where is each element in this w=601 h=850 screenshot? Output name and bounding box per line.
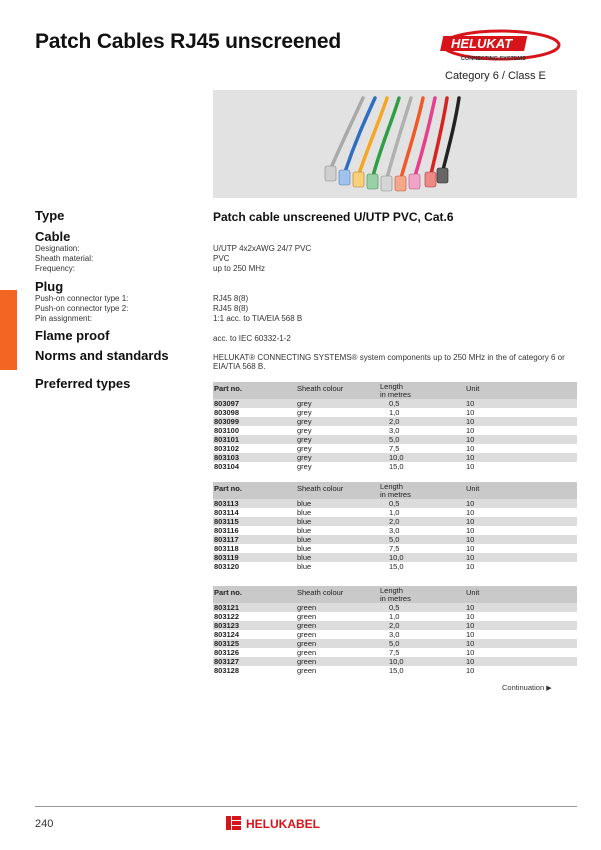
footer-divider [35, 806, 577, 807]
type-value: Patch cable unscreened U/UTP PVC, Cat.6 [213, 210, 454, 224]
table-body [213, 603, 577, 675]
sheath-colour: grey [297, 435, 312, 444]
table-row [213, 544, 577, 553]
table-row [213, 648, 577, 657]
table-row [213, 612, 577, 621]
sheath-colour: green [297, 630, 317, 639]
table-row [213, 666, 577, 675]
unit: 10 [466, 553, 475, 562]
length: 10,0 [389, 453, 404, 462]
part-number: 803125 [214, 639, 240, 648]
table-row [213, 408, 577, 417]
pin-assignment-label: Pin assignment: [35, 314, 92, 323]
unit: 10 [466, 399, 475, 408]
length: 15,0 [389, 666, 404, 675]
table-row [213, 426, 577, 435]
part-number: 803100 [214, 426, 240, 435]
sheath-colour: green [297, 666, 317, 675]
sheath-colour: green [297, 621, 317, 630]
length: 7,5 [389, 544, 400, 553]
part-number: 803119 [214, 553, 239, 562]
length: 5,0 [389, 535, 400, 544]
part-number: 803103 [214, 453, 240, 462]
svg-text:HELUKAT: HELUKAT [451, 36, 513, 51]
section-marker [0, 290, 17, 370]
length: 7,5 [389, 444, 400, 453]
category-label: Category 6 / Class E [445, 70, 546, 82]
part-number: 803098 [214, 408, 240, 417]
unit: 10 [466, 435, 475, 444]
page-title: Patch Cables RJ45 unscreened [35, 30, 342, 53]
table-row [213, 499, 577, 508]
part-number: 803121 [214, 603, 240, 612]
sheath-colour: blue [297, 499, 312, 508]
table-row [213, 517, 577, 526]
preferred-table-green [213, 586, 577, 675]
designation-label: Designation: [35, 244, 80, 253]
unit: 10 [466, 657, 475, 666]
arrow-right-icon: ▶ [546, 685, 552, 692]
frequency-label: Frequency: [35, 264, 76, 273]
svg-text:CONNECTING SYSTEMS: CONNECTING SYSTEMS [461, 56, 526, 62]
helukat-logo [437, 28, 561, 68]
length: 15,0 [389, 462, 404, 471]
product-photo [213, 90, 577, 198]
col-part-no: Part no. [214, 588, 242, 597]
table-row [213, 444, 577, 453]
sheath-colour: blue [297, 544, 312, 553]
table-header [213, 482, 577, 499]
length: 2,0 [389, 621, 400, 630]
pin-assignment-value: 1:1 acc. to TIA/EIA 568 B [213, 314, 303, 323]
designation-value: U/UTP 4x2xAWG 24/7 PVC [213, 244, 312, 253]
sheath-colour: blue [297, 508, 312, 517]
connector1-label: Push-on connector type 1: [35, 294, 129, 303]
length: 1,0 [389, 508, 400, 517]
col-length: Length [380, 382, 403, 391]
part-number: 803114 [214, 508, 239, 517]
unit: 10 [466, 535, 475, 544]
unit: 10 [466, 648, 475, 657]
col-length: Length [380, 482, 403, 491]
norms-heading: Norms and standards [35, 348, 169, 363]
plug-heading: Plug [35, 279, 64, 294]
col-unit: Unit [466, 384, 480, 393]
col-length-unit: in metres [380, 490, 411, 499]
col-sheath-colour: Sheath colour [297, 484, 344, 493]
table-row [213, 399, 577, 408]
sheath-colour: grey [297, 444, 312, 453]
part-number: 803120 [214, 562, 240, 571]
length: 3,0 [389, 426, 400, 435]
length: 7,5 [389, 648, 400, 657]
cable-heading: Cable [35, 229, 71, 244]
length: 5,0 [389, 435, 400, 444]
length: 10,0 [389, 553, 404, 562]
unit: 10 [466, 499, 475, 508]
table-row [213, 417, 577, 426]
table-body [213, 499, 577, 571]
part-number: 803113 [214, 499, 239, 508]
col-length-unit: in metres [380, 390, 411, 399]
continuation-label: Continuation [502, 683, 545, 692]
length: 15,0 [389, 562, 404, 571]
part-number: 803097 [214, 399, 240, 408]
table-row [213, 508, 577, 517]
sheath-colour: grey [297, 408, 312, 417]
unit: 10 [466, 508, 475, 517]
sheath-colour: green [297, 612, 317, 621]
type-heading: Type [35, 208, 65, 223]
sheath-colour: blue [297, 562, 312, 571]
table-row [213, 562, 577, 571]
table-row [213, 526, 577, 535]
part-number: 803128 [214, 666, 240, 675]
part-number: 803099 [214, 417, 240, 426]
svg-text:HELUKABEL: HELUKABEL [246, 817, 320, 831]
col-part-no: Part no. [214, 384, 242, 393]
part-number: 803124 [214, 630, 240, 639]
length: 1,0 [389, 408, 400, 417]
table-row [213, 553, 577, 562]
unit: 10 [466, 544, 475, 553]
unit: 10 [466, 417, 475, 426]
preferred-types-heading: Preferred types [35, 376, 131, 391]
helukabel-logo [226, 815, 366, 831]
sheath-material-label: Sheath material: [35, 254, 94, 263]
part-number: 803116 [214, 526, 239, 535]
frequency-value: up to 250 MHz [213, 264, 266, 273]
table-row [213, 657, 577, 666]
unit: 10 [466, 426, 475, 435]
sheath-colour: blue [297, 517, 312, 526]
length: 0,5 [389, 399, 400, 408]
sheath-colour: green [297, 639, 317, 648]
table-row [213, 630, 577, 639]
table-row [213, 603, 577, 612]
table-row [213, 535, 577, 544]
connector2-label: Push-on connector type 2: [35, 304, 129, 313]
length: 1,0 [389, 612, 400, 621]
unit: 10 [466, 453, 475, 462]
table-body [213, 399, 577, 471]
col-part-no: Part no. [214, 484, 242, 493]
part-number: 803101 [214, 435, 240, 444]
sheath-colour: grey [297, 417, 312, 426]
length: 2,0 [389, 417, 400, 426]
flame-proof-value: acc. to IEC 60332-1-2 [213, 334, 291, 343]
table-row [213, 621, 577, 630]
table-header [213, 382, 577, 399]
part-number: 803126 [214, 648, 240, 657]
unit: 10 [466, 630, 475, 639]
norms-value-line1: HELUKAT® CONNECTING SYSTEMS® system components up to 250 MHz in the of category 6 or [213, 353, 565, 362]
part-number: 803123 [214, 621, 240, 630]
length: 3,0 [389, 630, 400, 639]
length: 0,5 [389, 603, 400, 612]
continuation-note [502, 683, 552, 692]
sheath-colour: blue [297, 535, 312, 544]
table-header [213, 586, 577, 603]
connector1-value: RJ45 8(8) [213, 294, 249, 303]
part-number: 803117 [214, 535, 239, 544]
unit: 10 [466, 517, 475, 526]
col-length-unit: in metres [380, 594, 411, 603]
length: 10,0 [389, 657, 404, 666]
unit: 10 [466, 408, 475, 417]
part-number: 803115 [214, 517, 239, 526]
unit: 10 [466, 462, 475, 471]
part-number: 803127 [214, 657, 240, 666]
sheath-colour: green [297, 657, 317, 666]
col-sheath-colour: Sheath colour [297, 588, 344, 597]
unit: 10 [466, 526, 475, 535]
table-row [213, 435, 577, 444]
sheath-colour: green [297, 603, 317, 612]
length: 3,0 [389, 526, 400, 535]
length: 5,0 [389, 639, 400, 648]
sheath-colour: grey [297, 426, 312, 435]
sheath-colour: grey [297, 462, 312, 471]
length: 2,0 [389, 517, 400, 526]
col-unit: Unit [466, 588, 480, 597]
part-number: 803118 [214, 544, 239, 553]
norms-value-line2: EIA/TIA 568 B. [213, 362, 266, 371]
unit: 10 [466, 666, 475, 675]
unit: 10 [466, 639, 475, 648]
flame-proof-heading: Flame proof [35, 328, 110, 343]
part-number: 803102 [214, 444, 240, 453]
unit: 10 [466, 562, 475, 571]
sheath-colour: grey [297, 399, 312, 408]
table-row [213, 453, 577, 462]
table-row [213, 639, 577, 648]
unit: 10 [466, 621, 475, 630]
sheath-colour: blue [297, 553, 312, 562]
sheath-colour: grey [297, 453, 312, 462]
length: 0,5 [389, 499, 400, 508]
unit: 10 [466, 444, 475, 453]
unit: 10 [466, 603, 475, 612]
table-row [213, 462, 577, 471]
col-unit: Unit [466, 484, 480, 493]
part-number: 803104 [214, 462, 240, 471]
sheath-colour: green [297, 648, 317, 657]
page-number: 240 [35, 818, 54, 830]
unit: 10 [466, 612, 475, 621]
connector2-value: RJ45 8(8) [213, 304, 249, 313]
col-length: Length [380, 586, 403, 595]
sheath-colour: blue [297, 526, 312, 535]
part-number: 803122 [214, 612, 240, 621]
preferred-table-grey [213, 382, 577, 471]
col-sheath-colour: Sheath colour [297, 384, 344, 393]
preferred-table-blue [213, 482, 577, 571]
sheath-material-value: PVC [213, 254, 230, 263]
